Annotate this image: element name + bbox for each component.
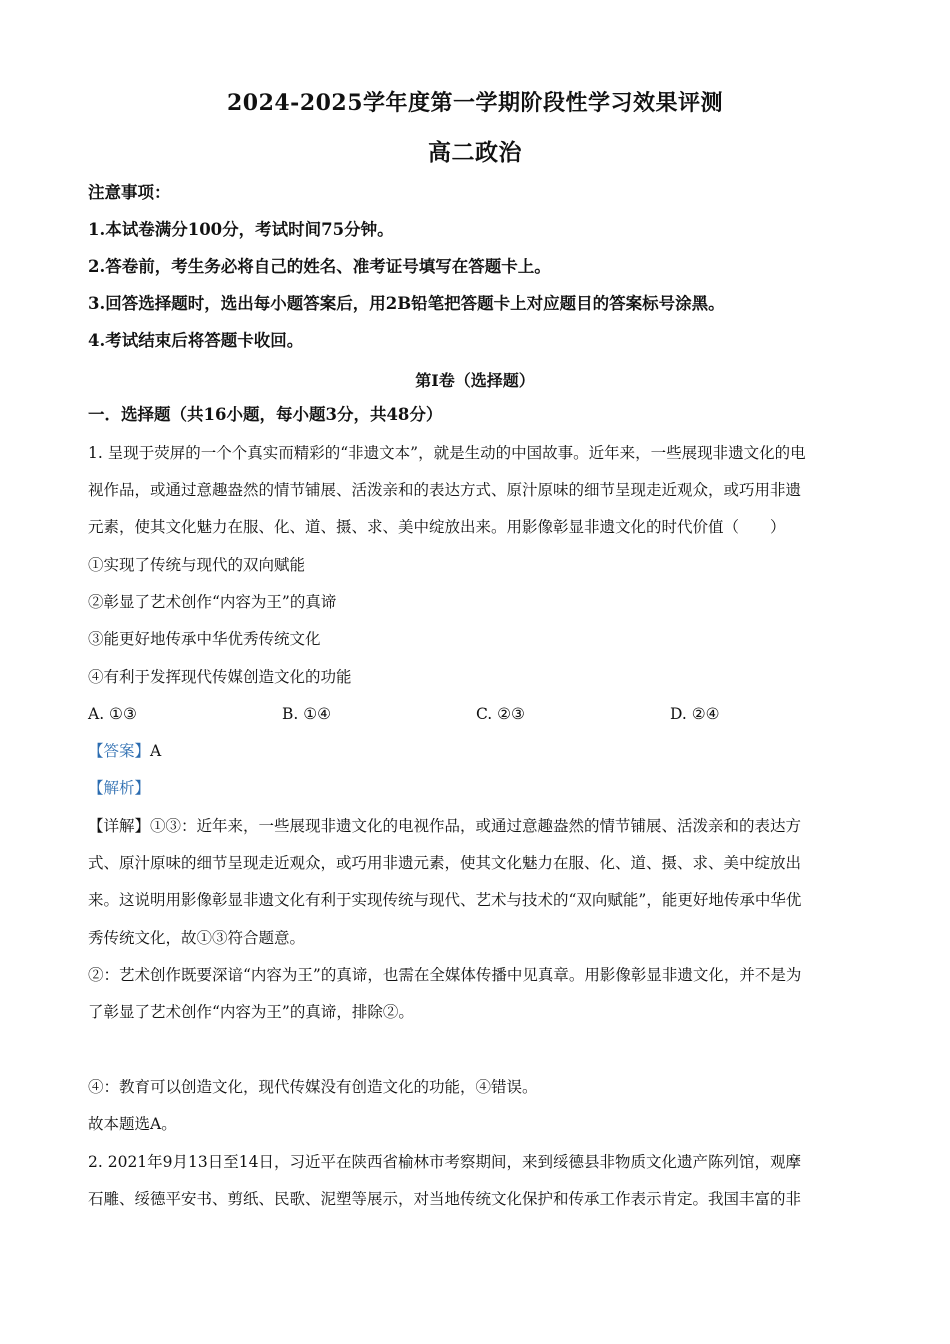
option-a: A. ①③ — [88, 705, 137, 723]
statement-1: ①实现了传统与现代的双向赋能 — [88, 556, 306, 574]
notice-item: 1.本试卷满分100分，考试时间75分钟。 — [88, 220, 394, 239]
question-1-stem: 1. 呈现于荧屏的一个个真实而精彩的“非遗文本”，就是生动的中国故事。近年来，一些展现非遗文化的电 — [88, 444, 806, 462]
exam-subject: 高二政治 — [428, 139, 522, 166]
statement-2: ②彰显了艺术创作“内容为王”的真谛 — [88, 593, 337, 611]
question-2-stem: 2. 2021年9月13日至14日，习近平在陕西省榆林市考察期间，来到绥德县非物质文化遗产陈列馆，观摩 — [88, 1153, 801, 1171]
detail-line: ②：艺术创作既要深谙“内容为王”的真谛，也需在全媒体传播中见真章。用影像彰显非遗文化，并不是为 — [88, 966, 802, 984]
option-c: C. ②③ — [476, 705, 525, 723]
answer-line — [88, 740, 868, 762]
detail-line: 来。这说明用影像彰显非遗文化有利于实现传统与现代、艺术与技术的“双向赋能”，能更好地传承中华优 — [88, 891, 802, 909]
question-1-stem: 视作品，或通过意趣盎然的情节铺展、活泼亲和的表达方式、原汁原味的细节呈现走近观众，或巧用非遗 — [88, 481, 802, 499]
detail-line: 秀传统文化，故①③符合题意。 — [88, 929, 306, 947]
answer-tag: 【答案】 — [88, 742, 151, 760]
option-d: D. ②④ — [670, 705, 720, 723]
conclusion-line: 故本题选A。 — [88, 1115, 177, 1133]
section-heading: 一．选择题（共16小题，每小题3分，共48分） — [88, 405, 443, 424]
notice-item: 2.答卷前，考生务必将自己的姓名、准考证号填写在答题卡上。 — [88, 257, 551, 276]
notice-item: 4.考试结束后将答题卡收回。 — [88, 331, 304, 350]
statement-3: ③能更好地传承中华优秀传统文化 — [88, 630, 321, 648]
exam-title: 2024-2025学年度第一学期阶段性学习效果评测 — [226, 90, 724, 116]
volume-heading: 第Ⅰ卷（选择题） — [415, 371, 535, 390]
notice-item: 3.回答选择题时，选出每小题答案后，用2B铅笔把答题卡上对应题目的答案标号涂黑。 — [88, 294, 725, 313]
answer-value: A — [150, 742, 162, 760]
statement-4: ④有利于发挥现代传媒创造文化的功能 — [88, 668, 352, 686]
option-b: B. ①④ — [282, 705, 332, 723]
question-2-stem: 石雕、绥德平安书、剪纸、民歌、泥塑等展示，对当地传统文化保护和传承工作表示肯定。我国丰富的非 — [88, 1190, 802, 1208]
detail-line: 了彰显了艺术创作“内容为王”的真谛，排除②。 — [88, 1003, 414, 1021]
detail-line: 式、原汁原味的细节呈现走近观众，或巧用非遗元素，使其文化魅力在服、化、道、摄、求、美中绽放出 — [88, 854, 802, 872]
notice-heading: 注意事项： — [88, 183, 171, 202]
detail-line: 【详解】①③：近年来，一些展现非遗文化的电视作品，或通过意趣盎然的情节铺展、活泼亲和的表达方 — [88, 817, 802, 835]
analysis-tag: 【解析】 — [88, 779, 151, 797]
question-1-stem: 元素，使其文化魅力在服、化、道、摄、求、美中绽放出来。用影像彰显非遗文化的时代价值（ ） — [88, 518, 786, 536]
detail-line: ④：教育可以创造文化，现代传媒没有创造文化的功能，④错误。 — [88, 1078, 538, 1096]
